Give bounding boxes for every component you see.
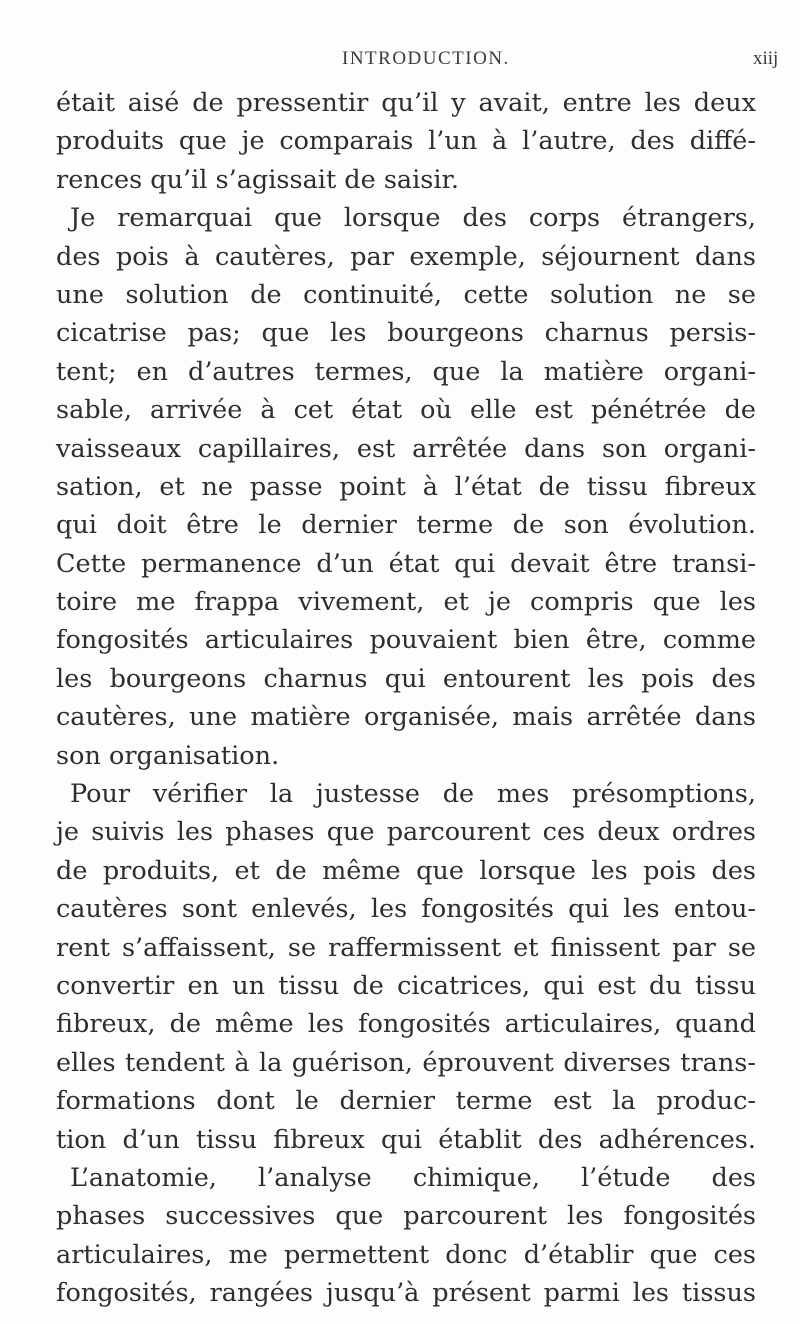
text-line: phases successives que parcourent les fongosités: [56, 1201, 756, 1232]
text-line: formations dont le dernier terme est la produc-: [56, 1086, 756, 1117]
text-line: Cette permanence d’un état qui devait être transi-: [56, 548, 756, 579]
text-line: produits que je comparais l’un à l’autre, des diffé-: [56, 126, 756, 157]
text-line: rent s’affaissent, se raffermissent et finissent par se: [56, 932, 756, 963]
text-line: tent; en d’autres termes, que la matière organi-: [56, 356, 756, 387]
text-line: de produits, et de même que lorsque les pois des: [56, 855, 756, 886]
text-line: tion d’un tissu fibreux qui établit des adhérences.: [56, 1124, 756, 1155]
text-line: je suivis les phases que parcourent ces deux ordres: [56, 817, 756, 848]
text-line: une solution de continuité, cette solution ne se: [56, 279, 756, 310]
text-line: était aisé de pressentir qu’il y avait, entre les deux: [56, 88, 756, 118]
text-line: fongosités, rangées jusqu’à présent parmi les tissus: [56, 1278, 756, 1309]
text-line: fongosités articulaires pouvaient bien être, comme: [56, 625, 756, 656]
text-line: cautères, une matière organisée, mais arrêtée dans: [56, 702, 756, 733]
text-line: fibreux, de même les fongosités articulaires, quand: [56, 1009, 756, 1040]
body-text: [56, 84, 756, 1313]
paragraph-start-line: Je remarquai que lorsque des corps étrangers,: [70, 203, 756, 234]
text-line: les bourgeons charnus qui entourent les pois des: [56, 663, 756, 694]
text-line: cicatrise pas; que les bourgeons charnus persis-: [56, 318, 756, 349]
page-number: xiij: [753, 48, 779, 69]
text-line: convertir en un tissu de cicatrices, qui est du tissu: [56, 970, 756, 1001]
text-line: elles tendent à la guérison, éprouvent diverses trans-: [56, 1047, 756, 1078]
text-line: articulaires, me permettent donc d’établir que ces: [56, 1239, 756, 1270]
text-line: sation, et ne passe point à l’état de tissu fibreux: [56, 471, 756, 502]
paragraph-start-line: L’anatomie, l’analyse chimique, l’étude des: [70, 1162, 756, 1193]
text-line: des pois à cautères, par exemple, séjournent dans: [56, 241, 756, 272]
text-line: toire me frappa vivement, et je compris que les: [56, 587, 756, 618]
paragraph-start-line: Pour vérifier la justesse de mes présomptions,: [70, 779, 756, 810]
text-line: sable, arrivée à cet état où elle est pénétrée de: [56, 395, 756, 426]
text-line: qui doit être le dernier terme de son évolution.: [56, 510, 756, 541]
text-line: son organisation.: [56, 740, 280, 771]
running-title: INTRODUCTION.: [342, 48, 510, 69]
text-line: rences qu’il s’agissait de saisir.: [56, 164, 459, 195]
running-head: [0, 18, 800, 78]
text-line: vaisseaux capillaires, est arrêtée dans son organi-: [56, 433, 756, 464]
text-line: cautères sont enlevés, les fongosités qui les entou-: [56, 894, 756, 925]
